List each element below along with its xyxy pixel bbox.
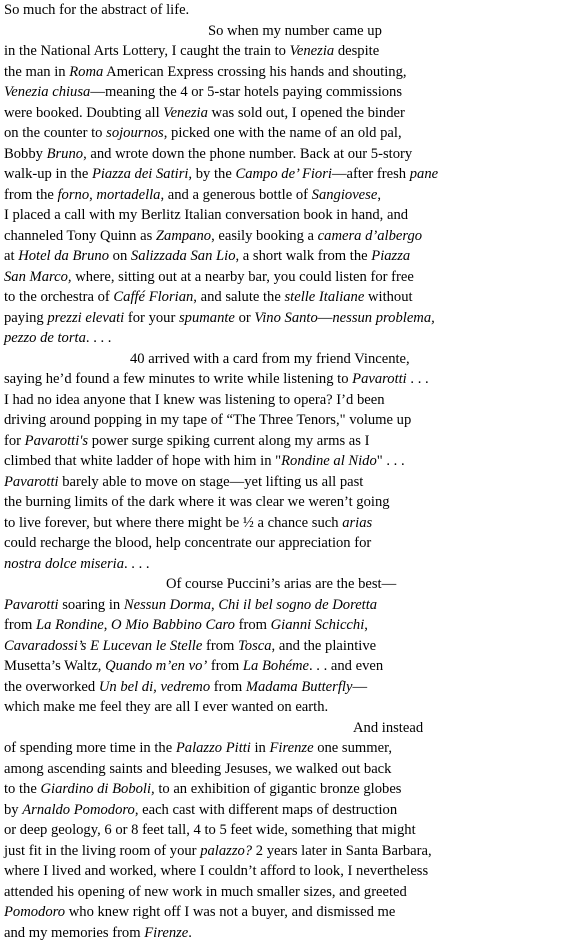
poem-line [4,349,578,370]
text-run: power surge spiking current along my arms as I [88,433,369,449]
italic-text: forno [58,187,90,203]
italic-text: Chi il bel sogno de Doretta [218,597,377,613]
poem-line [4,41,578,62]
poem-line [4,328,578,349]
text-run: , [104,617,111,633]
italic-text: La Rondine [36,617,104,633]
text-run: on [109,248,131,264]
poem-line [4,369,578,390]
poem-line [4,533,578,554]
italic-text: Pavarotti [352,371,407,387]
text-run: Musetta’s Waltz, [4,658,105,674]
poem-line [4,759,578,780]
poem-line [4,451,578,472]
italic-text: pezzo de torta [4,330,86,346]
text-run: were booked. Doubting all [4,105,163,121]
text-run: . . . and even [309,658,383,674]
text-run: , and a generous bottle of [160,187,311,203]
text-run: from [210,679,246,695]
poem-line [4,246,578,267]
italic-text: Roma [69,64,103,80]
text-run: attended his opening of new work in much smaller sizes, and greeted [4,884,407,900]
italic-text: spumante [179,310,235,326]
poem-line [4,390,578,411]
text-run: one summer, [314,740,392,756]
text-run: from [4,617,36,633]
text-run: , easily booking a [211,228,318,244]
italic-text: Pavarotti [4,597,59,613]
text-run: in the National Arts Lottery, I caught the train to [4,43,290,59]
poem-line [4,656,578,677]
italic-text: sojournos [106,125,164,141]
italic-text: Firenze [270,740,314,756]
italic-text: nostra dolce miseria [4,556,124,572]
text-run: , [364,617,368,633]
text-run: from [207,658,243,674]
text-run: by the [192,166,235,182]
text-run: , [211,597,218,613]
text-run: , [377,187,381,203]
poem-line [4,308,578,329]
italic-text: palazzo? [200,843,252,859]
text-run: Of course Puccini’s arias are the best— [166,576,396,592]
text-run: , and the plaintive [272,638,377,654]
italic-text: Bruno [47,146,83,162]
italic-text: Campo de’ Fiori [235,166,331,182]
italic-text: Vino Santo [254,310,317,326]
text-run: paying [4,310,47,326]
italic-text: Salizzada San Lio [131,248,236,264]
poem-line [4,738,578,759]
text-run: could recharge the blood, help concentrate our appreciation for [4,535,371,551]
italic-text: Gianni Schicchi [271,617,365,633]
italic-text: Cavaradossi’s E Lucevan le Stelle [4,638,202,654]
text-run: without [364,289,412,305]
text-run: in [251,740,270,756]
text-run: , each cast with different maps of destruction [135,802,397,818]
text-run: at [4,248,18,264]
text-run: . . . [407,371,429,387]
text-run: American Express crossing his hands and shouting, [103,64,406,80]
text-run: And instead [353,720,423,736]
italic-text: Firenze [144,925,188,941]
text-run: from the [4,187,58,203]
text-run: soaring in [59,597,124,613]
text-run: So much for the abstract of life. [4,2,189,18]
text-run: channeled Tony Quinn as [4,228,156,244]
italic-text: Pavarotti's [25,433,88,449]
italic-text: San Marco, [4,269,72,285]
italic-text: Piazza dei Satiri, [92,166,192,182]
italic-text: Caffé Florian [113,289,193,305]
italic-text: arias [342,515,372,531]
italic-text: Venezia [290,43,335,59]
text-run: to the orchestra of [4,289,113,305]
text-run: was sold out, I opened the binder [208,105,405,121]
italic-text: Palazzo Pitti [176,740,251,756]
italic-text: Nessun Dorma [124,597,211,613]
text-run: , and salute the [193,289,284,305]
italic-text: camera d’albergo [318,228,422,244]
text-run: the burning limits of the dark where it was clear we weren’t going [4,494,390,510]
text-run: —after fresh [332,166,410,182]
text-run: . . . . [124,556,150,572]
italic-text: Madama Butterfly [246,679,353,695]
text-run: or deep geology, 6 or 8 feet tall, 4 to 5 feet wide, something that might [4,822,416,838]
italic-text: O Mio Babbino Caro [111,617,235,633]
poem-line [4,205,578,226]
poem-line [4,861,578,882]
poem-line [4,718,578,739]
text-run: barely able to move on stage—yet lifting us all past [59,474,364,490]
italic-text: Zampano [156,228,211,244]
text-run: from [235,617,271,633]
italic-text: Piazza [371,248,410,264]
poem-line [4,62,578,83]
italic-text: Rondine al Nido [281,453,377,469]
text-run: , a short walk from the [236,248,372,264]
poem-line [4,677,578,698]
italic-text: prezzi elevati [47,310,124,326]
text-run: I had no idea anyone that I knew was listening to opera? I’d been [4,392,385,408]
text-run: Bobby [4,146,47,162]
text-run: . . . . [86,330,112,346]
poem-line [4,595,578,616]
text-run: —meaning the 4 or 5-star hotels paying commissions [90,84,402,100]
text-run: 2 years later in Santa Barbara, [252,843,432,859]
text-run: where I lived and worked, where I couldn’t afford to look, I nevertheless [4,863,428,879]
poem-line [4,779,578,800]
italic-text: La Bohéme [243,658,309,674]
text-run: , [89,187,96,203]
text-run: by [4,802,22,818]
text-run: — [318,310,333,326]
italic-text: Un bel di, vedremo [99,679,210,695]
poem-line [4,902,578,923]
poem-line [4,0,578,21]
text-run: saying he’d found a few minutes to write while listening to [4,371,352,387]
poem-line [4,82,578,103]
text-run: So when my number came up [208,23,382,39]
text-run: among ascending saints and bleeding Jesuses, we walked out back [4,761,391,777]
text-run: I placed a call with my Berlitz Italian conversation book in hand, and [4,207,408,223]
poem-line [4,697,578,718]
text-run: from [202,638,238,654]
poem-line [4,431,578,452]
italic-text: stelle Italiane [284,289,364,305]
poem-body [4,0,578,943]
text-run: of spending more time in the [4,740,176,756]
text-run: or [235,310,254,326]
italic-text: Arnaldo Pomodoro [22,802,135,818]
text-run: on the counter to [4,125,106,141]
italic-text: Hotel da Bruno [18,248,109,264]
poem-line [4,615,578,636]
text-run: just fit in the living room of your [4,843,200,859]
text-run: despite [334,43,379,59]
text-run: for [4,433,25,449]
poem-line [4,472,578,493]
text-run: . [188,925,192,941]
poem-line [4,185,578,206]
poem-line [4,287,578,308]
italic-text: Giardino di Boboli, [40,781,154,797]
italic-text: Venezia [163,105,208,121]
poem-line [4,226,578,247]
italic-text: pane [410,166,438,182]
italic-text: Pomodoro [4,904,65,920]
poem-line [4,554,578,575]
poem-line [4,267,578,288]
text-run: climbed that white ladder of hope with him in " [4,453,281,469]
italic-text: Venezia chiusa [4,84,90,100]
text-run: — [352,679,367,695]
text-run: the overworked [4,679,99,695]
text-run: to the [4,781,40,797]
italic-text: nessun problema, [332,310,434,326]
italic-text: Quando m’en vo’ [105,658,207,674]
poem-line [4,164,578,185]
text-run: which make me feel they are all I ever wanted on earth. [4,699,328,715]
poem-line [4,636,578,657]
poem-line [4,21,578,42]
text-run: walk-up in the [4,166,92,182]
text-run: , picked one with the name of an old pal, [164,125,402,141]
italic-text: Pavarotti [4,474,59,490]
text-run: , and wrote down the phone number. Back at our 5-story [83,146,412,162]
text-run: and my memories from [4,925,144,941]
text-run: 40 arrived with a card from my friend Vincente, [130,351,410,367]
poem-line [4,410,578,431]
poem-line [4,492,578,513]
poem-line [4,820,578,841]
poem-line [4,103,578,124]
text-run: to live forever, but where there might be ½ a chance such [4,515,342,531]
poem-line [4,513,578,534]
text-run: for your [124,310,179,326]
poem-line [4,800,578,821]
italic-text: Tosca [238,638,272,654]
poem-line [4,123,578,144]
poem-line [4,841,578,862]
text-run: driving around popping in my tape of “The Three Tenors," volume up [4,412,411,428]
text-run: the man in [4,64,69,80]
text-run: " . . . [377,453,405,469]
poem-line [4,144,578,165]
italic-text: mortadella [96,187,160,203]
poem-line [4,574,578,595]
italic-text: Sangiovese [312,187,378,203]
poem-line [4,923,578,943]
text-run: where, sitting out at a nearby bar, you could listen for free [72,269,414,285]
text-run: who knew right off I was not a buyer, and dismissed me [65,904,395,920]
text-run: to an exhibition of gigantic bronze globes [155,781,402,797]
poem-line [4,882,578,903]
